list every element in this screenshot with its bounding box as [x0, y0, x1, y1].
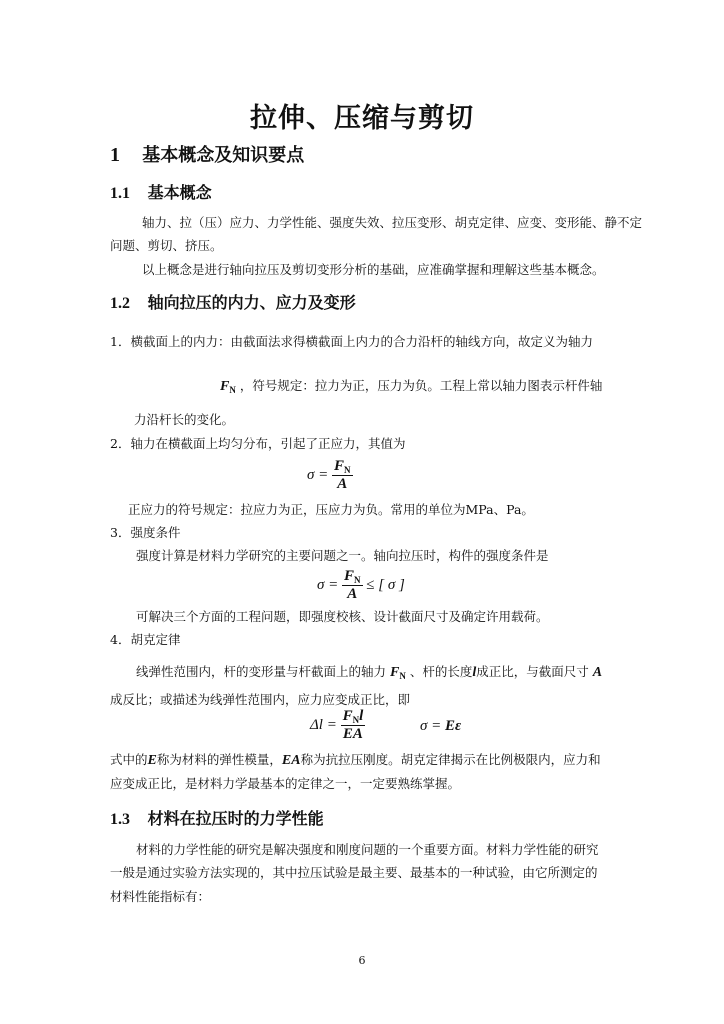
paragraph-line: 问题、剪切、挤压。 — [110, 238, 223, 253]
item-1-line-3: 力沿杆长的变化。 — [134, 412, 235, 427]
denominator: EA — [342, 726, 363, 742]
item-1-line: 1．横截面上的内力：由截面法求得横截面上内力的合力沿杆的轴线方向，故定义为轴力 — [110, 334, 593, 349]
item-2-note: 正应力的符号规定：拉应力为正，压应力为负。常用的单位为MPa、Pa。 — [128, 502, 534, 517]
length-symbol: l — [472, 665, 477, 680]
section-number: 1.2 — [110, 295, 130, 312]
numerator: $F_N$ — [334, 458, 351, 475]
stress-formula — [307, 458, 353, 493]
item-4-line: 4．胡克定律 — [110, 632, 181, 647]
section-1-3-heading — [110, 806, 324, 829]
fraction — [342, 568, 363, 603]
item-3-line: 3．强度条件 — [110, 525, 181, 540]
section-title: 材料在拉压时的力学性能 — [147, 809, 324, 828]
section-1-heading — [110, 141, 304, 167]
section-number: 1.1 — [110, 185, 130, 202]
formula-rhs: ≤ [ σ ] — [366, 576, 405, 593]
item-4-text-line-2: 成反比；或描述为线弹性范围内，应力应变成正比，即 — [110, 692, 411, 707]
formula-lhs: σ = — [317, 576, 339, 593]
formula-lhs: σ = — [307, 466, 329, 483]
item-1-line-2 — [220, 378, 602, 398]
subscript: N — [229, 385, 236, 395]
paragraph-line: 轴力、拉（压）应力、力学性能、强度失效、拉压变形、胡克定律、应变、变形能、静不定 — [142, 215, 643, 230]
numerator: $F_Nl$ — [342, 708, 364, 725]
fraction — [332, 458, 353, 493]
axial-force-symbol: F — [220, 379, 230, 394]
item-4-text-line-4: 应变成正比，是材料力学最基本的定律之一，一定要熟练掌握。 — [110, 776, 461, 791]
strength-condition-formula — [317, 568, 405, 603]
denominator: A — [337, 476, 348, 492]
item-3-text: 强度计算是材料力学研究的主要问题之一。轴向拉压时，构件的强度条件是 — [136, 548, 549, 563]
section-1-2-heading — [110, 290, 356, 313]
section-title: 基本概念及知识要点 — [142, 145, 305, 166]
hooke-law-formula-1 — [310, 708, 365, 743]
formula-lhs: σ = — [420, 718, 442, 734]
section-1-1-heading — [110, 180, 212, 203]
formula-lhs: Δl = — [310, 716, 337, 733]
paragraph-line: 材料性能指标有： — [110, 889, 211, 904]
section-title: 基本概念 — [147, 183, 212, 202]
section-number: 1.3 — [110, 811, 130, 828]
text: ，符号规定：拉力为正，压力为负。工程上常以轴力图表示杆件轴 — [239, 378, 603, 393]
numerator: $F_N$ — [344, 568, 361, 585]
section-title: 轴向拉压的内力、应力及变形 — [147, 293, 356, 312]
page-title: 拉伸、压缩与剪切 — [250, 103, 474, 134]
hooke-law-formula-2 — [420, 718, 461, 735]
fraction — [341, 708, 366, 743]
paragraph-line: 一般是通过实验方法实现的，其中拉压试验是最主要、最基本的一种试验，由它所测定的 — [110, 865, 598, 880]
modulus-symbol: E — [147, 753, 157, 768]
formula-rhs: Eε — [445, 718, 462, 734]
stiffness-symbol: EA — [281, 753, 301, 768]
item-4-text-line-3: 式中的E称为材料的弹性模量，EA称为抗拉压刚度。胡克定律揭示在比例极限内，应力和 — [110, 752, 601, 768]
item-4-text-line-1: 线弹性范围内，杆的变形量与杆截面上的轴力 $F_N$ 、杆的长度l成正比，与截面尺寸 A — [136, 664, 603, 681]
paragraph-line: 材料的力学性能的研究是解决强度和刚度问题的一个重要方面。材料力学性能的研究 — [136, 842, 599, 857]
area-symbol: A — [592, 665, 603, 680]
paragraph-line: 以上概念是进行轴向拉压及剪切变形分析的基础，应准确掌握和理解这些基本概念。 — [142, 262, 605, 277]
item-2-line: 2．轴力在横截面上均匀分布，引起了正应力，其值为 — [110, 436, 406, 451]
axial-force-symbol: F — [390, 665, 400, 680]
section-number: 1 — [110, 144, 120, 166]
page-number: 6 — [358, 954, 366, 967]
item-3-note: 可解决三个方面的工程问题，即强度校核、设计截面尺寸及确定许用载荷。 — [136, 609, 549, 624]
denominator: A — [347, 586, 358, 602]
